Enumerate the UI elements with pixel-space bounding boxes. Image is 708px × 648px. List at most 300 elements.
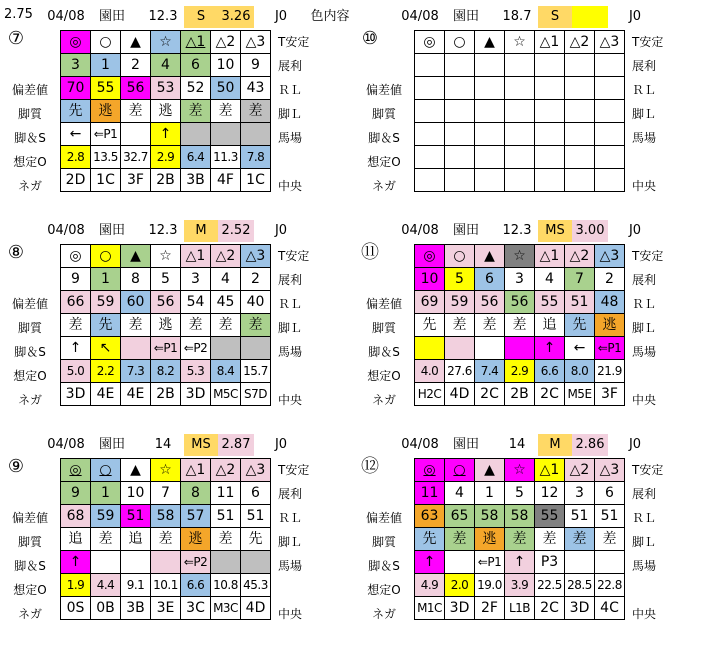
grid-cell: ○ [445, 31, 475, 54]
row-label-left: 想定O [13, 155, 47, 169]
grid-cell: ▲ [121, 245, 151, 268]
grid-cell: 8.4 [211, 360, 241, 383]
header-rating-value: 2.52 [218, 220, 254, 242]
header-jo-value: J0 [628, 437, 642, 452]
grid-cell: △3 [595, 459, 625, 482]
grid-cell: 差 [211, 528, 241, 551]
grid-row [415, 54, 625, 77]
grid-cell [565, 54, 595, 77]
row-label-left: 偏差値 [365, 297, 402, 311]
row-label-left: ネガ [17, 179, 42, 193]
row-label-left: 脚＆S [368, 345, 400, 359]
row-label-right: ＲＬ [632, 83, 657, 97]
grid-cell [505, 100, 535, 123]
row-label-right: 展利 [278, 273, 303, 287]
race-panel [354, 214, 708, 428]
grid-cell: 27.6 [445, 360, 475, 383]
row-label-right: 展利 [632, 273, 657, 287]
grid-cell: 逃 [595, 314, 625, 337]
grid-cell: ◎ [415, 31, 445, 54]
grid-cell: 追 [61, 528, 91, 551]
grid-cell: 先 [565, 314, 595, 337]
grid-cell: 1 [91, 268, 121, 291]
race-number: ⑩ [361, 28, 379, 49]
grid-cell [241, 123, 271, 146]
grid-cell: 4C [595, 597, 625, 620]
row-label-right: T安定 [278, 249, 310, 263]
grid-cell: 4.4 [91, 574, 121, 597]
grid-cell [565, 123, 595, 146]
race-number: ⑫ [361, 456, 379, 477]
grid-cell: 52 [181, 77, 211, 100]
grid-cell [475, 169, 505, 192]
grid-cell [475, 146, 505, 169]
grid-cell: 差 [121, 100, 151, 123]
grid-row [415, 31, 625, 54]
grid-cell: 先 [91, 314, 121, 337]
row-label-right: 中央 [278, 607, 303, 621]
row-label-right: T安定 [632, 35, 664, 49]
grid-cell: △3 [241, 245, 271, 268]
grid-cell: 逃 [151, 100, 181, 123]
header-date: 04/08 [47, 223, 85, 238]
grid-cell: 0S [61, 597, 91, 620]
grid-cell: 2C [475, 383, 505, 406]
header-rating-value: 3.00 [572, 220, 608, 242]
grid-cell: △3 [241, 31, 271, 54]
row-label-right: 脚Ｌ [632, 321, 657, 335]
race-header [0, 434, 354, 456]
grid-cell: 56 [475, 291, 505, 314]
grid-cell: 4D [445, 383, 475, 406]
row-label-right: T安定 [278, 35, 310, 49]
grid-cell [445, 54, 475, 77]
grid-cell: 差 [181, 314, 211, 337]
grid-cell: ○ [91, 459, 121, 482]
row-label-right: T安定 [632, 249, 664, 263]
grid-cell: 10.8 [211, 574, 241, 597]
header-class-badge: M [538, 434, 572, 456]
grid-cell: 4E [91, 383, 121, 406]
grid-cell: 逃 [181, 528, 211, 551]
grid-cell: 先 [61, 100, 91, 123]
grid-cell [505, 337, 535, 360]
grid-cell: H2C [415, 383, 445, 406]
grid-cell: △2 [565, 245, 595, 268]
grid-row [61, 337, 271, 360]
grid-cell: 53 [151, 77, 181, 100]
row-label-left: ネガ [17, 607, 42, 621]
grid-cell: 9 [241, 54, 271, 77]
grid-cell: 22.8 [595, 574, 625, 597]
grid-row [415, 528, 625, 551]
race-panel [0, 214, 354, 428]
grid-cell: L1B [505, 597, 535, 620]
grid-cell: ↖ [91, 337, 121, 360]
race-header [0, 6, 354, 28]
row-label-right: 馬場 [278, 559, 303, 573]
grid-cell [595, 77, 625, 100]
row-label-right: 馬場 [278, 131, 303, 145]
grid-cell: 56 [505, 291, 535, 314]
row-label-right: 中央 [632, 607, 657, 621]
row-label-left: 脚質 [371, 321, 396, 335]
grid-cell: ⇐P1 [475, 551, 505, 574]
header-track: 園田 [452, 223, 479, 238]
race-header [0, 220, 354, 242]
row-label-right: 展利 [278, 59, 303, 73]
header-class-badge: S [538, 6, 572, 28]
grid-row [61, 360, 271, 383]
grid-row [415, 77, 625, 100]
header-distance-value: 14 [508, 437, 526, 452]
grid-cell: 差 [181, 100, 211, 123]
grid-row [415, 337, 625, 360]
row-label-right: T安定 [632, 463, 664, 477]
grid-cell: 32.7 [121, 146, 151, 169]
grid-cell: M3C [211, 597, 241, 620]
grid-cell: 65 [445, 505, 475, 528]
grid-cell: 差 [565, 528, 595, 551]
grid-row [61, 245, 271, 268]
grid-cell: 差 [61, 314, 91, 337]
grid-cell: 12 [535, 482, 565, 505]
header-class-badge: MS [184, 434, 218, 456]
grid-cell [595, 54, 625, 77]
grid-cell: 4 [151, 54, 181, 77]
grid-cell: 1 [91, 482, 121, 505]
grid-row [415, 597, 625, 620]
grid-row [415, 245, 625, 268]
grid-cell: ☆ [151, 459, 181, 482]
grid-cell: △1 [181, 31, 211, 54]
grid-cell: 2B [505, 383, 535, 406]
grid-cell: 45.3 [241, 574, 271, 597]
grid-row [61, 551, 271, 574]
grid-row [61, 291, 271, 314]
grid-cell: 45 [211, 291, 241, 314]
grid-cell: 15.7 [241, 360, 271, 383]
grid-row [61, 574, 271, 597]
grid-cell [595, 100, 625, 123]
grid-cell [211, 551, 241, 574]
header-jo-value: J0 [628, 9, 642, 24]
header-class-badge: S [184, 6, 218, 28]
row-label-right: ＲＬ [278, 297, 303, 311]
grid-cell: 2.2 [91, 360, 121, 383]
grid-cell: 追 [535, 314, 565, 337]
grid-cell: ▲ [121, 459, 151, 482]
grid-cell: 3D [565, 597, 595, 620]
grid-cell: ○ [91, 245, 121, 268]
header-jo-value: J0 [628, 223, 642, 238]
grid-cell: 58 [475, 505, 505, 528]
header-rating-value: 3.26 [218, 6, 254, 28]
grid-cell: ○ [91, 31, 121, 54]
grid-cell: 差 [241, 314, 271, 337]
race-header [354, 6, 708, 28]
grid-cell: 差 [595, 528, 625, 551]
grid-cell: ☆ [151, 245, 181, 268]
grid-cell: ☆ [151, 31, 181, 54]
grid-cell: ▲ [475, 459, 505, 482]
grid-row [61, 505, 271, 528]
row-label-right: ＲＬ [632, 297, 657, 311]
row-label-left: 偏差値 [365, 83, 402, 97]
row-label-left: 偏差値 [11, 511, 48, 525]
row-label-right: 脚Ｌ [278, 107, 303, 121]
grid-cell: 逃 [91, 100, 121, 123]
grid-cell [505, 169, 535, 192]
header-date: 04/08 [47, 437, 85, 452]
grid-cell: 7.4 [475, 360, 505, 383]
grid-row [61, 482, 271, 505]
grid-cell: 7.8 [241, 146, 271, 169]
header-distance-value: 12.3 [148, 9, 178, 24]
row-label-left: 偏差値 [11, 83, 48, 97]
grid-cell: ↑ [61, 337, 91, 360]
grid-cell: 9.1 [121, 574, 151, 597]
grid-cell: 6.6 [535, 360, 565, 383]
grid-cell: 57 [181, 505, 211, 528]
grid-cell [415, 146, 445, 169]
grid-cell: 55 [91, 77, 121, 100]
grid-cell: 56 [151, 291, 181, 314]
grid-cell [445, 337, 475, 360]
row-label-right: 展利 [632, 59, 657, 73]
header-class-badge: M [184, 220, 218, 242]
grid-row [61, 268, 271, 291]
race-number: ⑦ [7, 28, 25, 49]
grid-cell [565, 77, 595, 100]
row-label-left: 脚＆S [368, 559, 400, 573]
grid-cell: S7D [241, 383, 271, 406]
grid-cell: 54 [181, 291, 211, 314]
header-date: 04/08 [47, 9, 85, 24]
row-label-left: 脚質 [17, 321, 42, 335]
grid-cell [505, 54, 535, 77]
grid-cell: ☆ [505, 31, 535, 54]
grid-cell: △3 [241, 459, 271, 482]
grid-cell: 51 [241, 505, 271, 528]
grid-row [61, 459, 271, 482]
horse-grid [60, 244, 271, 406]
row-label-left: 脚＆S [368, 131, 400, 145]
header-track: 園田 [452, 9, 479, 24]
grid-cell: 68 [61, 505, 91, 528]
row-label-right: 中央 [278, 179, 303, 193]
grid-row [61, 77, 271, 100]
header-color-legend: 色内容 [310, 9, 350, 24]
row-label-right: 展利 [278, 487, 303, 501]
grid-cell: 51 [121, 505, 151, 528]
grid-cell: 3 [505, 268, 535, 291]
grid-cell [415, 123, 445, 146]
grid-cell: 50 [211, 77, 241, 100]
grid-cell: 2C [535, 597, 565, 620]
grid-cell [445, 77, 475, 100]
grid-cell: ↑ [151, 123, 181, 146]
grid-cell: 1 [91, 54, 121, 77]
grid-row [415, 574, 625, 597]
grid-cell: 11 [211, 482, 241, 505]
race-number: ⑪ [361, 242, 379, 263]
grid-cell [415, 100, 445, 123]
grid-cell: 2.8 [61, 146, 91, 169]
grid-row [415, 551, 625, 574]
row-label-left: 偏差値 [11, 297, 48, 311]
row-label-right: ＲＬ [632, 511, 657, 525]
grid-cell: 2B [151, 169, 181, 192]
grid-cell: 6.4 [181, 146, 211, 169]
race-number: ⑨ [7, 456, 25, 477]
grid-cell: ▲ [475, 31, 505, 54]
row-label-left: 想定O [13, 369, 47, 383]
grid-cell: ◎ [61, 245, 91, 268]
grid-cell: ☆ [505, 459, 535, 482]
grid-cell: ◎ [61, 31, 91, 54]
grid-cell: 5.0 [61, 360, 91, 383]
grid-cell [595, 551, 625, 574]
grid-row [61, 146, 271, 169]
grid-cell: △1 [535, 31, 565, 54]
grid-cell: 3D [61, 383, 91, 406]
grid-cell: ↑ [535, 337, 565, 360]
grid-cell: 3F [595, 383, 625, 406]
header-jo-value: J0 [274, 223, 288, 238]
grid-cell: △2 [565, 459, 595, 482]
grid-cell: 3 [61, 54, 91, 77]
grid-cell: ◎ [61, 459, 91, 482]
header-track: 園田 [452, 437, 479, 452]
grid-cell: ○ [445, 245, 475, 268]
grid-cell: 2 [595, 268, 625, 291]
grid-cell: 5 [151, 268, 181, 291]
horse-grid [60, 30, 271, 192]
grid-cell [415, 337, 445, 360]
grid-cell: △2 [211, 459, 241, 482]
grid-cell: 差 [151, 528, 181, 551]
row-label-right: 馬場 [632, 345, 657, 359]
grid-row [415, 291, 625, 314]
row-label-right: 脚Ｌ [278, 535, 303, 549]
race-panel [354, 0, 708, 214]
row-label-right: T安定 [278, 463, 310, 477]
row-label-right: 馬場 [632, 559, 657, 573]
grid-cell: 4F [211, 169, 241, 192]
header-rating-value: 2.87 [218, 434, 254, 456]
grid-cell: 69 [415, 291, 445, 314]
grid-cell: 58 [151, 505, 181, 528]
grid-cell: △2 [211, 245, 241, 268]
grid-cell: 59 [91, 505, 121, 528]
grid-cell: △1 [181, 459, 211, 482]
row-label-left: 想定O [367, 369, 401, 383]
grid-cell: 0B [91, 597, 121, 620]
grid-cell: 22.5 [535, 574, 565, 597]
row-label-left: 脚質 [371, 107, 396, 121]
grid-row [61, 54, 271, 77]
header-date: 04/08 [401, 437, 439, 452]
grid-cell: 55 [535, 505, 565, 528]
grid-cell: 6 [475, 268, 505, 291]
grid-cell: 8.2 [151, 360, 181, 383]
grid-cell [535, 123, 565, 146]
grid-cell [595, 169, 625, 192]
grid-cell: 13.5 [91, 146, 121, 169]
grid-row [61, 123, 271, 146]
header-jo-value: J0 [274, 437, 288, 452]
grid-cell [415, 77, 445, 100]
grid-cell: ⇐P1 [91, 123, 121, 146]
header-date: 04/08 [401, 9, 439, 24]
grid-cell [565, 100, 595, 123]
grid-cell [445, 169, 475, 192]
grid-cell: 63 [415, 505, 445, 528]
grid-cell [505, 146, 535, 169]
grid-cell: ◎ [415, 245, 445, 268]
horse-grid [414, 458, 625, 620]
grid-cell: ▲ [475, 245, 505, 268]
grid-cell: 1C [241, 169, 271, 192]
grid-cell: 4 [211, 268, 241, 291]
race-header [354, 434, 708, 456]
grid-cell: 10 [121, 482, 151, 505]
top-left-value: 2.75 [4, 7, 33, 22]
grid-row [61, 100, 271, 123]
grid-cell: 差 [445, 314, 475, 337]
row-label-right: ＲＬ [278, 511, 303, 525]
grid-cell: 9 [61, 482, 91, 505]
grid-row [61, 597, 271, 620]
row-label-right: 馬場 [632, 131, 657, 145]
grid-cell: △3 [595, 31, 625, 54]
grid-cell [151, 551, 181, 574]
grid-cell: 2.9 [151, 146, 181, 169]
header-distance-value: 14 [154, 437, 172, 452]
header-track: 園田 [98, 9, 125, 24]
row-label-left: ネガ [371, 179, 396, 193]
grid-cell: ⇐P1 [151, 337, 181, 360]
grid-cell: 1 [475, 482, 505, 505]
grid-cell: ○ [445, 459, 475, 482]
grid-cell: 56 [121, 77, 151, 100]
race-number: ⑧ [7, 242, 25, 263]
grid-cell [565, 551, 595, 574]
grid-cell [445, 146, 475, 169]
grid-cell [475, 337, 505, 360]
grid-cell: 逃 [151, 314, 181, 337]
grid-cell: M5E [565, 383, 595, 406]
row-label-left: 脚質 [17, 107, 42, 121]
header-distance-value: 12.3 [148, 223, 178, 238]
grid-cell: △3 [595, 245, 625, 268]
grid-cell [595, 146, 625, 169]
grid-cell: 6 [241, 482, 271, 505]
row-label-left: 脚＆S [14, 345, 46, 359]
grid-cell: 差 [505, 314, 535, 337]
header-track: 園田 [98, 437, 125, 452]
grid-cell [121, 337, 151, 360]
grid-cell: ☆ [505, 245, 535, 268]
row-label-left: 想定O [13, 583, 47, 597]
grid-cell: 差 [91, 528, 121, 551]
grid-cell [475, 77, 505, 100]
grid-cell: 3 [181, 268, 211, 291]
grid-cell: 先 [241, 528, 271, 551]
grid-cell: 5 [445, 268, 475, 291]
grid-row [415, 459, 625, 482]
